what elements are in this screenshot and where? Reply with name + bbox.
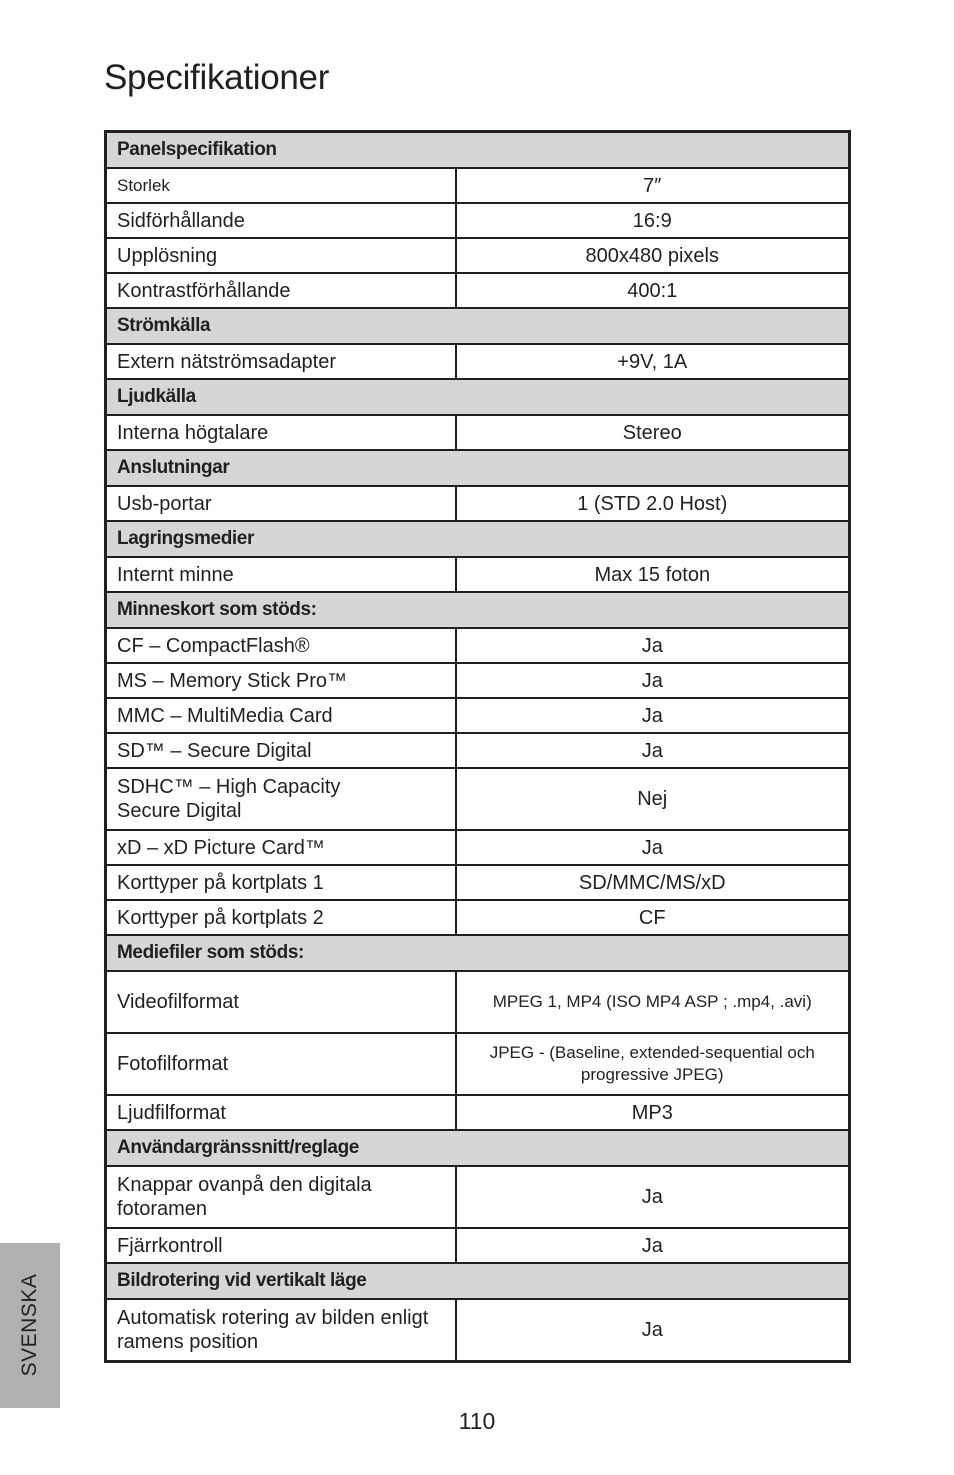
spec-value: Stereo [456, 415, 850, 450]
spec-value: 400:1 [456, 273, 850, 308]
spec-label: MMC – MultiMedia Card [106, 698, 456, 733]
spec-label: Extern nätströmsadapter [106, 344, 456, 379]
spec-value: +9V, 1A [456, 344, 850, 379]
spec-label: Interna högtalare [106, 415, 456, 450]
language-label: SVENSKA [18, 1273, 41, 1377]
table-row [106, 557, 850, 592]
table-row [106, 663, 850, 698]
spec-value: MP3 [456, 1095, 850, 1130]
section-heading: Bildrotering vid vertikalt läge [106, 1263, 850, 1299]
table-row [106, 971, 850, 1033]
spec-value: 800x480 pixels [456, 238, 850, 273]
table-row [106, 415, 850, 450]
section-heading: Mediefiler som stöds: [106, 935, 850, 971]
spec-label: SDHC™ – High Capacity Secure Digital [106, 768, 456, 830]
section-heading: Användargränssnitt/reglage [106, 1130, 850, 1166]
table-row [106, 1033, 850, 1095]
table-row [106, 698, 850, 733]
section-header-connections [106, 450, 850, 486]
table-row [106, 865, 850, 900]
page-title: Specifikationer [104, 58, 330, 97]
spec-label: Ljudfilformat [106, 1095, 456, 1130]
spec-value: 16:9 [456, 203, 850, 238]
spec-label: Usb-portar [106, 486, 456, 521]
section-header-memory-cards [106, 592, 850, 628]
table-row [106, 900, 850, 935]
section-heading: Lagringsmedier [106, 521, 850, 557]
table-row [106, 238, 850, 273]
spec-label: Videofilformat [106, 971, 456, 1033]
table-row [106, 273, 850, 308]
spec-value: JPEG - (Baseline, extended-sequential och progressive JPEG) [456, 1033, 850, 1095]
section-heading: Panelspecifikation [106, 132, 850, 169]
spec-value: 7″ [456, 168, 850, 203]
table-row [106, 1166, 850, 1228]
table-row [106, 486, 850, 521]
section-header-media-files [106, 935, 850, 971]
spec-value: Ja [456, 1228, 850, 1263]
table-row [106, 733, 850, 768]
spec-label: xD – xD Picture Card™ [106, 830, 456, 865]
spec-value: 1 (STD 2.0 Host) [456, 486, 850, 521]
spec-label: Korttyper på kortplats 1 [106, 865, 456, 900]
spec-value: Max 15 foton [456, 557, 850, 592]
spec-label: Kontrastförhållande [106, 273, 456, 308]
spec-value: CF [456, 900, 850, 935]
spec-label: Korttyper på kortplats 2 [106, 900, 456, 935]
spec-label: SD™ – Secure Digital [106, 733, 456, 768]
spec-label: Automatisk rotering av bilden enligt ramens position [106, 1299, 456, 1362]
spec-label: Fotofilformat [106, 1033, 456, 1095]
section-header-user-interface [106, 1130, 850, 1166]
section-header-power [106, 308, 850, 344]
section-header-panel [106, 132, 850, 169]
section-heading: Anslutningar [106, 450, 850, 486]
spec-label: Knappar ovanpå den digitala fotoramen [106, 1166, 456, 1228]
spec-value: Ja [456, 628, 850, 663]
table-row [106, 168, 850, 203]
spec-value: SD/MMC/MS/xD [456, 865, 850, 900]
spec-label: Upplösning [106, 238, 456, 273]
spec-label: CF – CompactFlash® [106, 628, 456, 663]
section-header-rotation [106, 1263, 850, 1299]
table-row [106, 830, 850, 865]
spec-value: Ja [456, 830, 850, 865]
spec-value: Ja [456, 1299, 850, 1362]
spec-label: Storlek [106, 168, 456, 203]
section-heading: Minneskort som stöds: [106, 592, 850, 628]
spec-label: Sidförhållande [106, 203, 456, 238]
table-row [106, 344, 850, 379]
spec-value: Ja [456, 733, 850, 768]
specifications-table [104, 130, 851, 1363]
table-row [106, 628, 850, 663]
language-side-tab [0, 1243, 60, 1408]
section-header-audio [106, 379, 850, 415]
spec-value: Ja [456, 1166, 850, 1228]
spec-value: MPEG 1, MP4 (ISO MP4 ASP ; .mp4, .avi) [456, 971, 850, 1033]
spec-value: Nej [456, 768, 850, 830]
spec-label: Internt minne [106, 557, 456, 592]
table-row [106, 1299, 850, 1362]
spec-value: Ja [456, 663, 850, 698]
spec-label: Fjärrkontroll [106, 1228, 456, 1263]
table-row [106, 768, 850, 830]
section-heading: Ljudkälla [106, 379, 850, 415]
section-heading: Strömkälla [106, 308, 850, 344]
section-header-storage [106, 521, 850, 557]
table-row [106, 203, 850, 238]
page-number: 110 [458, 1408, 496, 1434]
spec-value: Ja [456, 698, 850, 733]
table-row [106, 1228, 850, 1263]
table-row [106, 1095, 850, 1130]
spec-label: MS – Memory Stick Pro™ [106, 663, 456, 698]
